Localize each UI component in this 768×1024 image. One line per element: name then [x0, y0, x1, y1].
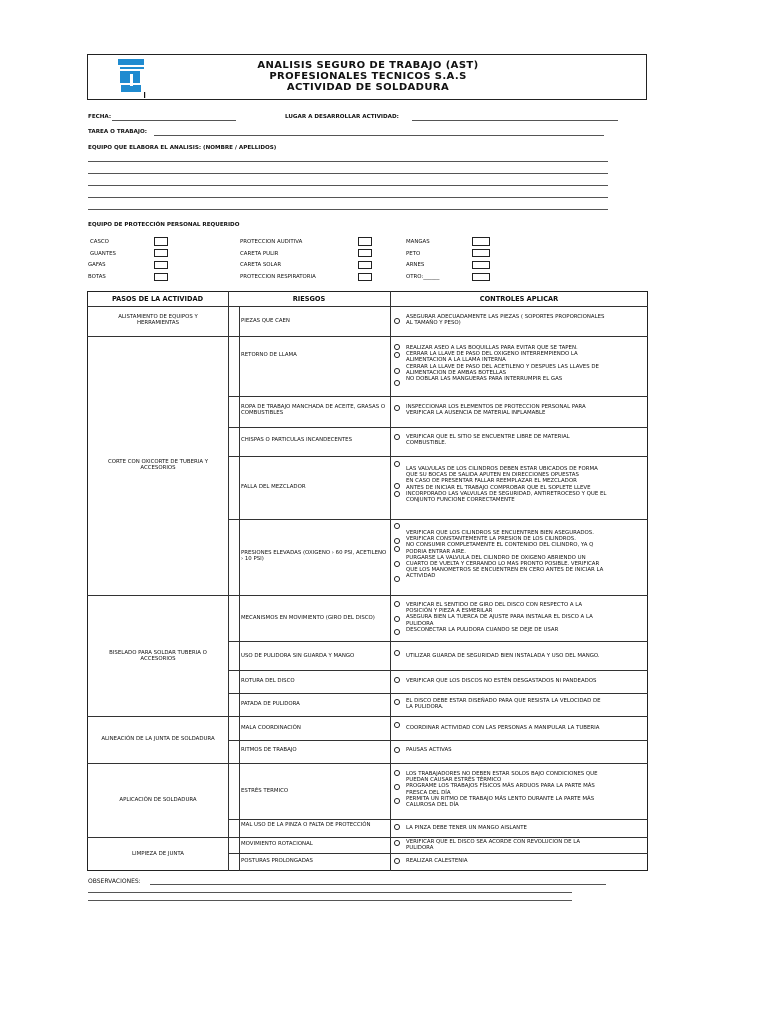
control-radio[interactable]	[394, 601, 400, 607]
observaciones-line-3[interactable]	[88, 900, 572, 901]
risk-cell: ROPA DE TRABAJO MANCHADA DE ACEITE, GRASAS O COMBUSTIBLES	[241, 404, 386, 417]
control-radio[interactable]	[394, 747, 400, 753]
epp-checkbox[interactable]	[358, 249, 372, 257]
epp-checkbox[interactable]	[154, 249, 168, 257]
epp-checkbox[interactable]	[472, 237, 490, 246]
epp-item: PROTECCION AUDITIVA	[240, 239, 303, 245]
equipo-line-1[interactable]	[88, 161, 608, 162]
epp-item: CARETA SOLAR	[240, 262, 282, 268]
control-radio[interactable]	[394, 561, 400, 567]
control-cell: UTILIZAR GUARDA DE SEGURIDAD BIEN INSTALADA Y USO DEL MANGO.	[406, 653, 600, 659]
control-cell: VERIFICAR EL SENTIDO DE GIRO DEL DISCO CON RESPECTO A LA POSICIÓN Y PIEZA A ESMERILAR ASEGURA BIEN LA TUERCA DE AJUSTE PARA INSTALAR EL DISCO A LA PULIDORA DESCONECTAR LA PULIDORA CUANDO SE DEJE DE USAR	[406, 602, 593, 633]
control-radio[interactable]	[394, 523, 400, 529]
control-radio[interactable]	[394, 798, 400, 804]
control-cell: EL DISCO DEBE ESTAR DISEÑADO PARA QUE RESISTA LA VELOCIDAD DE LA PULIDORA.	[406, 698, 601, 711]
row-divider	[228, 693, 648, 694]
control-radio[interactable]	[394, 318, 400, 324]
row-divider	[228, 427, 648, 428]
epp-checkbox[interactable]	[154, 237, 168, 246]
equipo-label: EQUIPO QUE ELABORA EL ANALISIS: (NOMBRE / APELLIDOS)	[88, 145, 277, 151]
control-cell: VERIFICAR QUE LOS DISCOS NO ESTÉN DESGASTADOS NI PANDEADOS	[406, 678, 597, 684]
lugar-field[interactable]	[412, 120, 618, 121]
equipo-line-2[interactable]	[88, 173, 608, 174]
company-logo	[90, 57, 152, 99]
row-divider	[228, 740, 648, 741]
row-divider	[87, 595, 648, 596]
control-radio[interactable]	[394, 770, 400, 776]
row-divider	[228, 670, 648, 671]
risk-cell: POSTURAS PROLONGADAS	[241, 858, 313, 864]
control-radio[interactable]	[394, 434, 400, 440]
control-radio[interactable]	[394, 368, 400, 374]
epp-checkbox[interactable]	[358, 261, 372, 269]
control-cell: VERIFICAR QUE LOS CILINDROS SE ENCUENTREN BIEN ASEGURADOS. VERIFICAR CONSTANTEMENTE LA PRESION DE LOS CILINDROS. NO CONSUMIR COMPLETAMENTE EL CONTENIDO DEL CILINDRO, YA Q PODRIA ENTRAR AIRE. PURGARSE LA VALVULA DEL CILINDRO DE OXIGENO ABRIENDO UN CUARTO DE VUELTA Y CERRANDO LO MAS PRONTO POSIBLE. VERIFICAR QUE LOS MANOMETROS SE ENCUENTREN EN CERO ANTES DE INICIAR LA ACTIVIDAD	[406, 530, 604, 580]
control-radio[interactable]	[394, 824, 400, 830]
epp-checkbox[interactable]	[358, 273, 372, 281]
control-radio[interactable]	[394, 491, 400, 497]
epp-item: CASCO	[90, 239, 109, 245]
epp-item: OTRO:______	[406, 274, 440, 280]
control-radio[interactable]	[394, 784, 400, 790]
observaciones-line-1[interactable]	[150, 884, 606, 885]
epp-checkbox[interactable]	[358, 237, 372, 246]
epp-item: PETO	[406, 251, 421, 257]
activity-cell: LIMPIEZA DE JUNTA	[132, 851, 184, 857]
control-radio[interactable]	[394, 344, 400, 350]
epp-title: EQUIPO DE PROTECCIÓN PERSONAL REQUERIDO	[88, 222, 240, 228]
control-cell: PAUSAS ACTIVAS	[406, 747, 452, 753]
row-divider	[87, 763, 648, 764]
title-line-2: PROFESIONALES TECNICOS S.A.S	[269, 71, 467, 82]
header-riesgos: RIESGOS	[292, 295, 326, 303]
epp-checkbox[interactable]	[472, 261, 490, 269]
control-radio[interactable]	[394, 405, 400, 411]
risk-cell: CHISPAS O PARTICULAS INCANDECENTES	[241, 437, 352, 443]
row-divider	[228, 396, 648, 397]
control-radio[interactable]	[394, 722, 400, 728]
epp-item: ARNES	[406, 262, 425, 268]
tarea-field[interactable]	[154, 135, 604, 136]
tarea-label: TAREA O TRABAJO:	[88, 129, 147, 135]
title-line-1: ANALISIS SEGURO DE TRABAJO (AST)	[257, 60, 479, 71]
control-radio[interactable]	[394, 461, 400, 467]
header-pasos: PASOS DE LA ACTIVIDAD	[111, 295, 204, 303]
title-line-3: ACTIVIDAD DE SOLDADURA	[286, 82, 450, 93]
epp-checkbox[interactable]	[154, 273, 168, 281]
control-radio[interactable]	[394, 352, 400, 358]
epp-item: CARETA PULIR	[240, 251, 279, 257]
control-radio[interactable]	[394, 650, 400, 656]
control-radio[interactable]	[394, 483, 400, 489]
col-divider-inner	[239, 306, 240, 871]
risk-cell: USO DE PULIDORA SIN GUARDA Y MANGO	[241, 653, 355, 659]
risk-cell: PRESIONES ELEVADAS (OXIGENO › 60 PSI, ACETILENO › 10 PSI)	[241, 550, 387, 563]
epp-checkbox[interactable]	[472, 249, 490, 257]
header-divider	[87, 306, 648, 307]
epp-item: BOTAS	[88, 274, 106, 280]
control-radio[interactable]	[394, 616, 400, 622]
activity-cell: BISELADO PARA SOLDAR TUBERIA O ACCESORIOS	[109, 650, 207, 663]
epp-item: MANGAS	[406, 239, 430, 245]
control-radio[interactable]	[394, 380, 400, 386]
row-divider	[87, 336, 648, 337]
risk-cell: PATADA DE PULIDORA	[241, 701, 300, 707]
fecha-field[interactable]	[112, 120, 236, 121]
header-box	[87, 54, 647, 100]
risk-cell: MAL USO DE LA PINZA O FALTA DE PROTECCIÓN	[241, 822, 371, 828]
control-cell: REALIZAR ASEO A LAS BOQUILLAS PARA EVITAR QUE SE TAPEN. CERRAR LA LLAVE DE PASO DEL OXIGENO INTERREMPIENDO LA ALIMENTACION A LA LLAMA INTERNA CERRAR LA LLAVE DE PASO DEL ACETILENO Y DESPUES LAS LLAVES DE ALIMENTACION DE AMBAS BOTELLAS NO DOBLAR LAS MANGUERAS PARA INTERRUMPIR EL GAS	[406, 345, 599, 383]
row-divider	[87, 716, 648, 717]
header-titles	[218, 60, 518, 93]
control-radio[interactable]	[394, 677, 400, 683]
activity-cell: ALINEACIÓN DE LA JUNTA DE SOLDADURA	[101, 736, 215, 742]
row-divider	[228, 819, 648, 820]
risk-cell: MALA COORDINACIÓN	[241, 725, 301, 731]
risk-cell: RITMOS DE TRABAJO	[241, 747, 297, 753]
row-divider	[228, 519, 648, 520]
control-radio[interactable]	[394, 840, 400, 846]
control-radio[interactable]	[394, 576, 400, 582]
control-cell: COORDINAR ACTIVIDAD CON LAS PERSONAS A MANIPULAR LA TUBERIA	[406, 725, 600, 731]
control-cell: ASEGURAR ADECUADAMENTE LAS PIEZAS ( SOPORTES PROPORCIONALES AL TAMAÑO Y PESO)	[406, 314, 605, 327]
lugar-label: LUGAR A DESARROLLAR ACTIVIDAD:	[285, 114, 399, 120]
control-cell: LAS VALVULAS DE LOS CILINDROS DEBEN ESTAR UBICADOS DE FORMA QUE SU BOCAS DE SALIDA APUTEN EN DIRECCIONES OPUESTAS EN CASO DE PRESENTAR FALLAR REEMPLAZAR EL MEZCLADOR ANTES DE INICIAR EL TRABAJO COMPROBAR QUE EL SOPLETE LLEVE INCORPORADO LAS VALVULAS DE SEGURIDAD, ANTIRETROCESO Y QUE EL CONJUNTO FUNCIONE CORRECTAMENTE	[406, 466, 607, 504]
equipo-line-5[interactable]	[88, 209, 608, 210]
row-divider	[87, 837, 648, 838]
equipo-line-4[interactable]	[88, 197, 608, 198]
activity-cell: CORTE CON OXICORTE DE TUBERIA Y ACCESORIOS	[107, 459, 209, 472]
risk-cell: ESTRÉS TERMICO	[241, 788, 289, 794]
fecha-label: FECHA:	[88, 114, 112, 120]
activity-cell: APLICACIÓN DE SOLDADURA	[119, 797, 197, 803]
row-divider	[228, 641, 648, 642]
observaciones-line-2[interactable]	[88, 892, 572, 893]
risk-cell: ROTURA DEL DISCO	[241, 678, 295, 684]
row-divider	[228, 456, 648, 457]
equipo-line-3[interactable]	[88, 185, 608, 186]
control-radio[interactable]	[394, 538, 400, 544]
epp-item: PROTECCION RESPIRATORIA	[240, 274, 316, 280]
header-controles: CONTROLES APLICAR	[479, 295, 559, 303]
control-radio[interactable]	[394, 629, 400, 635]
risk-cell: PIEZAS QUE CAEN	[241, 318, 290, 324]
control-cell: INSPECCIONAR LOS ELEMENTOS DE PROTECCION PERSONAL PARA VERIFICAR LA AUSENCIA DE MATERIAL INFLAMABLE	[406, 404, 586, 417]
control-radio[interactable]	[394, 699, 400, 705]
control-radio[interactable]	[394, 858, 400, 864]
epp-checkbox[interactable]	[154, 261, 168, 269]
epp-item: GUANTES	[90, 251, 116, 257]
col-divider	[390, 291, 391, 871]
risk-cell: MOVIMIENTO ROTACIONAL	[241, 841, 313, 847]
epp-checkbox[interactable]	[472, 273, 490, 281]
col-divider	[228, 291, 229, 871]
control-cell: LOS TRABAJADORES NO DEBEN ESTAR SOLOS BAJO CONDICIONES QUE PUEDAN CAUSAR ESTRÉS TÉRMICO PROGRAME LOS TRABAJOS FÍSICOS MÁS ARDUOS PARA LA PARTE MÁS FRESCA DEL DÍA PERMITA UN RITMO DE TRABAJO MÁS LENTO DURANTE LA PARTE MÁS CALUROSA DEL DÍA	[406, 771, 598, 809]
control-cell: VERIFICAR QUE EL SITIO SE ENCUENTRE LIBRE DE MATERIAL COMBUSTIBLE.	[406, 434, 570, 447]
control-cell: LA PINZA DEBE TENER UN MANGO AISLANTE	[406, 825, 527, 831]
control-radio[interactable]	[394, 546, 400, 552]
observaciones-label: OBSERVACIONES:	[88, 878, 141, 885]
risk-cell: MECANISMOS EN MOVIMIENTO (GIRO DEL DISCO)	[241, 615, 375, 621]
risk-cell: FALLA DEL MEZCLADOR	[241, 484, 306, 490]
epp-item: GAFAS	[88, 262, 106, 268]
control-cell: REALIZAR CALESTENIA	[406, 858, 468, 864]
row-divider	[228, 853, 648, 854]
activity-cell: ALISTAMIENTO DE EQUIPOS Y HERRAMIENTAS	[118, 314, 198, 327]
risk-cell: RETORNO DE LLAMA	[241, 352, 297, 358]
control-cell: VERIFICAR QUE EL DISCO SEA ACORDE CON REVOLUCION DE LA PULIDORA	[406, 839, 581, 852]
